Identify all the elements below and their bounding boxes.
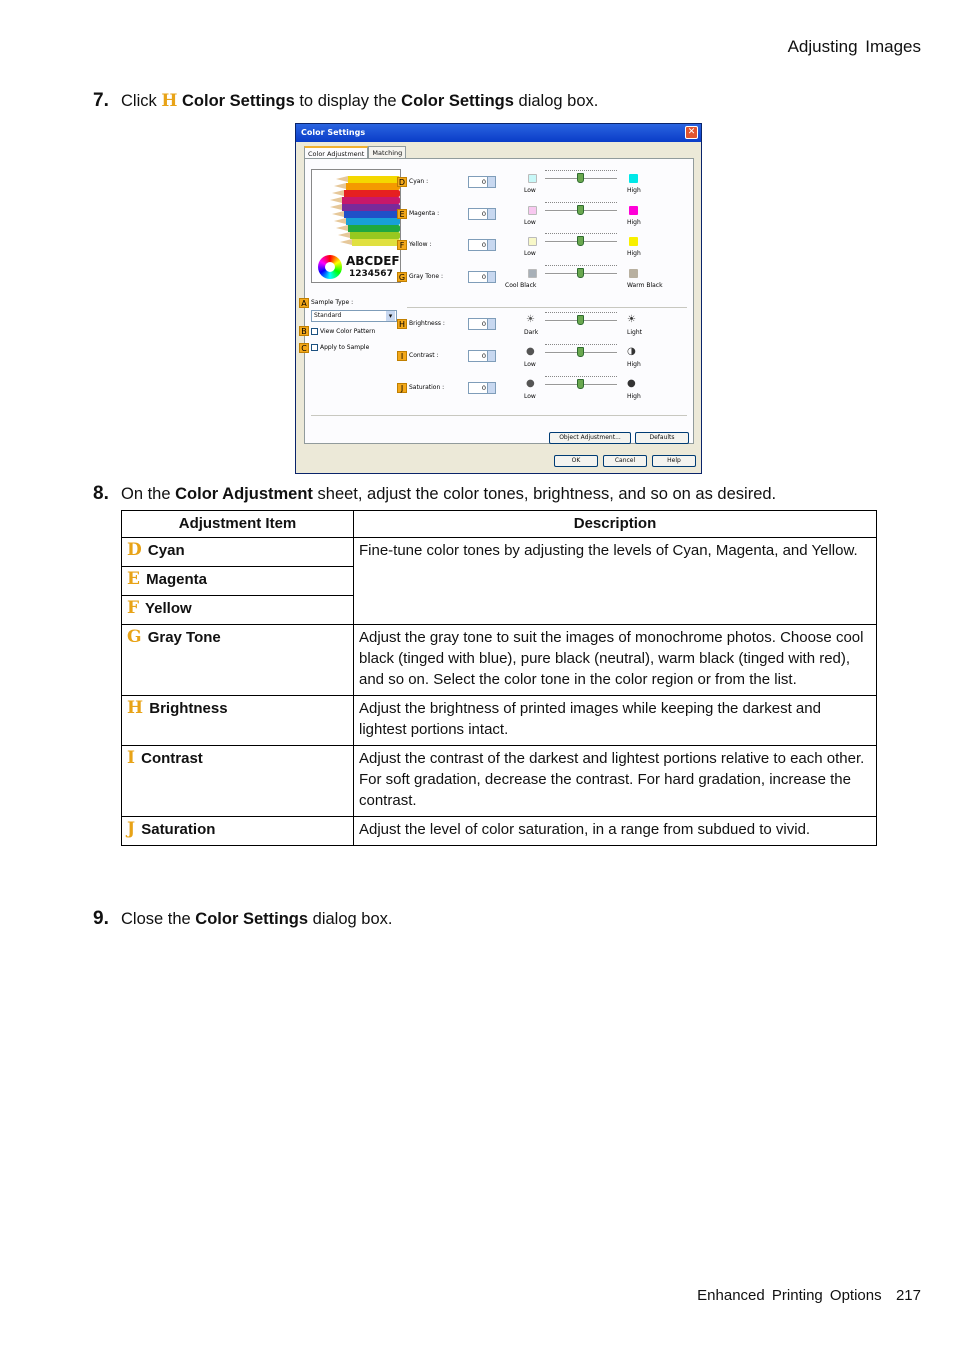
ref-letter: H	[161, 91, 178, 111]
slider-thumb[interactable]	[577, 379, 584, 389]
high-label: Light	[627, 329, 642, 336]
step-number: 9.	[93, 908, 109, 929]
item-cell: G Gray Tone	[122, 625, 354, 696]
sample-type-label: Sample Type :	[311, 299, 354, 306]
high-label: High	[627, 361, 641, 368]
help-button[interactable]: Help	[652, 455, 696, 467]
high-swatch-icon	[629, 174, 638, 183]
adjust-label: Magenta :	[409, 210, 440, 217]
description-cell: Adjust the contrast of the darkest and lightest portions relative to each other. For soft gradation, decrease the contrast. For hard gradation, increase the contrast.	[354, 746, 877, 817]
divider	[407, 307, 687, 308]
pencil-icon	[344, 190, 400, 197]
view-color-pattern-label: View Color Pattern	[320, 328, 376, 335]
high-level-icon: ◑	[627, 346, 636, 357]
low-swatch-icon	[528, 237, 537, 246]
divider	[311, 415, 687, 416]
view-color-pattern-checkbox[interactable]	[311, 328, 318, 335]
step-number: 8.	[93, 483, 109, 504]
callout-i: I	[397, 351, 407, 361]
table-row	[122, 538, 877, 567]
chapter-title: Enhanced Printing Options	[697, 1287, 882, 1304]
low-label: Low	[524, 187, 536, 194]
value-spinner[interactable]: 0	[468, 271, 496, 283]
description-cell: Adjust the level of color saturation, in a range from subdued to vivid.	[354, 817, 877, 846]
running-header: Adjusting Images	[787, 37, 921, 56]
pencil-icon	[342, 197, 400, 204]
apply-to-sample-checkbox[interactable]	[311, 344, 318, 351]
defaults-button[interactable]: Defaults	[635, 432, 689, 444]
callout-a: A	[299, 298, 309, 308]
preview-numbers: 1234567	[349, 269, 393, 279]
description-cell: Adjust the gray tone to suit the images of monochrome photos. Choose cool black (tinged with blue), pure black (neutral), warm black (tinged with red), and so on. Select the color tone in the color region or from the list.	[354, 625, 877, 696]
low-swatch-icon	[528, 206, 537, 215]
low-level-icon: ●	[526, 378, 535, 389]
low-label: Cool Black	[505, 282, 537, 289]
high-label: High	[627, 219, 641, 226]
table-row	[122, 625, 877, 696]
item-cell: F Yellow	[122, 596, 354, 625]
sample-type-select[interactable]: Standard ▾	[311, 310, 397, 322]
high-swatch-icon	[629, 237, 638, 246]
low-level-icon: ☀	[526, 314, 535, 325]
dialog-title-bar	[296, 124, 701, 142]
low-level-icon: ●	[526, 346, 535, 357]
high-swatch-icon	[629, 206, 638, 215]
close-icon[interactable]: ✕	[685, 126, 698, 139]
item-cell: J Saturation	[122, 817, 354, 846]
slider-thumb[interactable]	[577, 205, 584, 215]
column-header: Description	[354, 511, 877, 538]
sample-preview	[311, 169, 401, 283]
table-row	[122, 746, 877, 817]
callout-j: J	[397, 383, 407, 393]
pencil-icon	[342, 204, 400, 211]
pencil-icon	[348, 176, 400, 183]
high-level-icon: ●	[627, 378, 636, 389]
callout-h: H	[398, 320, 405, 329]
slider-thumb[interactable]	[577, 173, 584, 183]
adjust-label: Saturation :	[409, 384, 445, 391]
item-cell: D Cyan	[122, 538, 354, 567]
low-label: Low	[524, 393, 536, 400]
low-swatch-icon	[528, 174, 537, 183]
pencil-icon	[350, 232, 400, 239]
high-label: High	[627, 393, 641, 400]
color-settings-dialog	[295, 123, 702, 474]
low-label: Low	[524, 361, 536, 368]
preview-text: ABCDEF	[346, 254, 400, 268]
low-label: Low	[524, 219, 536, 226]
color-wheel-icon	[318, 255, 342, 279]
dialog-title: Color Settings	[301, 128, 366, 137]
apply-to-sample-label: Apply to Sample	[320, 344, 370, 351]
item-cell: E Magenta	[122, 567, 354, 596]
item-cell: I Contrast	[122, 746, 354, 817]
high-label: High	[627, 187, 641, 194]
callout-c: C	[299, 343, 309, 353]
step-7: 7. Click H Color Settings to display the Color Settings dialog box.	[93, 90, 599, 111]
adjust-label: Brightness :	[409, 320, 445, 327]
description-cell: Fine-tune color tones by adjusting the levels of Cyan, Magenta, and Yellow.	[354, 538, 877, 625]
table-row	[122, 817, 877, 846]
value-spinner[interactable]: 0	[468, 382, 496, 394]
dialog-tabs	[304, 146, 406, 158]
description-cell: Adjust the brightness of printed images while keeping the darkest and lightest portions intact.	[354, 696, 877, 746]
high-label: Warm Black	[627, 282, 663, 289]
pencil-icon	[352, 239, 400, 246]
slider-thumb[interactable]	[577, 268, 584, 278]
value-spinner[interactable]: 0	[468, 318, 496, 330]
slider-thumb[interactable]	[577, 315, 584, 325]
slider-thumb[interactable]	[577, 236, 584, 246]
callout-f: F	[397, 240, 407, 250]
high-level-icon: ☀	[627, 314, 636, 325]
pencil-icon	[346, 183, 400, 190]
step-8: 8. On the Color Adjustment sheet, adjust the color tones, brightness, and so on as desired.	[93, 483, 777, 504]
callout-b: B	[299, 326, 309, 336]
ok-button[interactable]: OK	[554, 455, 598, 467]
high-label: High	[627, 250, 641, 257]
adjust-label: Yellow :	[409, 241, 432, 248]
slider-thumb[interactable]	[577, 347, 584, 357]
adjust-label: Gray Tone :	[409, 273, 443, 280]
value-spinner[interactable]: 0	[468, 350, 496, 362]
cancel-button[interactable]: Cancel	[603, 455, 647, 467]
adjust-label: Cyan :	[409, 178, 429, 185]
color-adjustment-panel	[301, 158, 694, 444]
low-label: Dark	[524, 329, 539, 336]
table-row	[122, 696, 877, 746]
high-swatch-icon	[629, 269, 638, 278]
object-adjustment-button[interactable]: Object Adjustment...	[549, 432, 631, 444]
callout-e: E	[397, 209, 407, 219]
tab-matching[interactable]: Matching	[368, 146, 406, 158]
callout-d: D	[398, 178, 406, 187]
tab-color-adjustment[interactable]: Color Adjustment	[304, 146, 368, 158]
pencil-icon	[348, 225, 400, 232]
callout-g: G	[398, 273, 406, 282]
step-9: 9. Close the Color Settings dialog box.	[93, 908, 393, 929]
value-spinner[interactable]: 0	[468, 208, 496, 220]
page-number: 217	[895, 1287, 921, 1304]
column-header: Adjustment Item	[122, 511, 354, 538]
low-swatch-icon	[528, 269, 537, 278]
running-footer	[697, 1287, 921, 1304]
item-cell: H Brightness	[122, 696, 354, 746]
adjust-label: Contrast :	[409, 352, 439, 359]
adjustment-items-table	[121, 510, 877, 846]
pencil-icon	[346, 218, 400, 225]
step-number: 7.	[93, 90, 109, 111]
low-label: Low	[524, 250, 536, 257]
pencil-icon	[344, 211, 400, 218]
value-spinner[interactable]: 0	[468, 239, 496, 251]
value-spinner[interactable]: 0	[468, 176, 496, 188]
